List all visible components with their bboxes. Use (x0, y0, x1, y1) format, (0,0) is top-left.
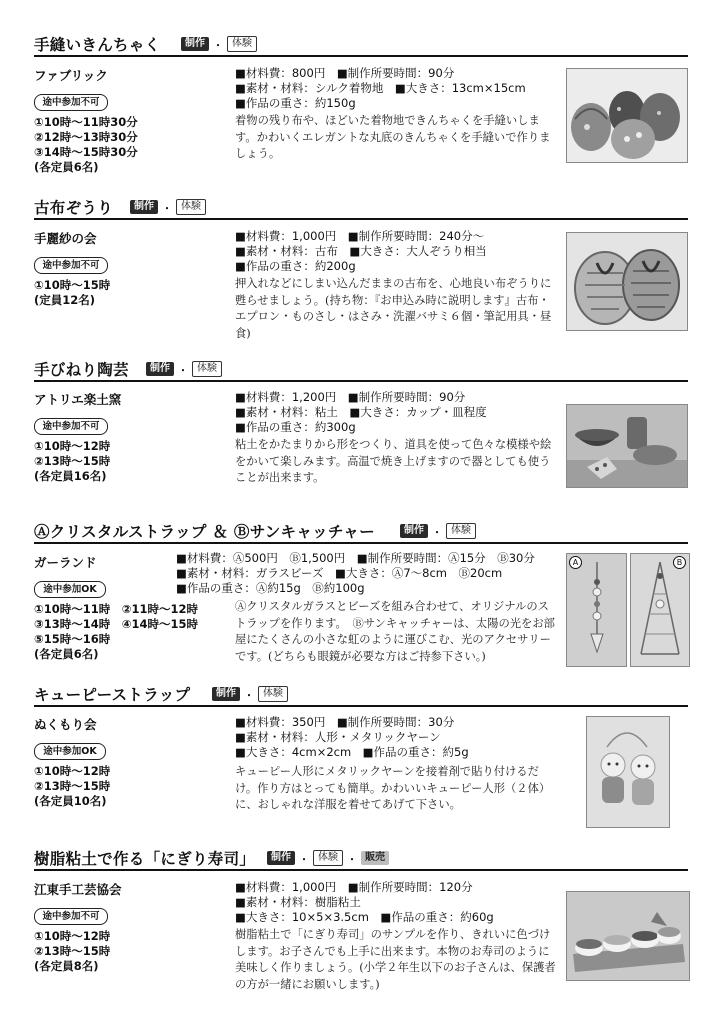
workshop-info (235, 66, 526, 111)
category-tags (146, 361, 222, 377)
organizer-name: ぬくもり会 (34, 717, 97, 732)
participation-badge: 途中参加不可 (34, 908, 108, 925)
tag-experience: 体験 (192, 361, 222, 377)
info-line: ■材料費：1,000円 ■制作所要時間：120分 (235, 880, 473, 894)
session-time: ①10時～15時 (34, 278, 111, 292)
section-title: キューピーストラップ (34, 686, 191, 704)
section-header (34, 33, 688, 57)
session-times (34, 439, 110, 484)
organizer-name: 手麗紗の会 (34, 231, 97, 246)
session-time: ①10時～12時 (34, 439, 111, 453)
category-tags (400, 523, 476, 539)
info-line: ■作品の重さ：Ⓐ約15g Ⓑ約100g (176, 581, 365, 595)
capacity-note: (各定員16名) (34, 469, 107, 483)
session-time: ②13時～15時 (34, 944, 111, 958)
workshop-kewpie (34, 683, 688, 833)
tag-experience: 体験 (446, 523, 476, 539)
tag-separator: ・ (432, 527, 442, 539)
participation-badge: 途中参加OK (34, 581, 106, 598)
section-header (34, 847, 688, 871)
sushi-photo (566, 891, 690, 981)
pottery-photo (566, 404, 688, 488)
organizer-name: 江東手工芸協会 (34, 882, 122, 897)
info-line: ■素材・材料：シルク着物地 ■大きさ：13cm×15cm (235, 81, 526, 95)
workshop-description: キューピー人形にメタリックヤーンを接着剤で貼り付けるだけ。作り方はとっても簡単。かわいいキューピー人形（２体）に、おしゃれな洋服を着せてあげて下さい。 (235, 765, 551, 811)
session-time: ②12時～13時30分 (34, 130, 138, 144)
tag-make: 制作 (130, 200, 158, 214)
category-tags (267, 850, 389, 866)
workshop-sushi (34, 847, 688, 1007)
workshop-description: 着物の残り布や、ほどいた着物地できんちゃくを手縫いします。かわいくエレガントな丸底のきんちゃくを手縫いで作りましょう。 (235, 114, 551, 160)
tag-sale: 販売 (361, 851, 389, 865)
tag-separator: ・ (299, 854, 309, 866)
section-header (34, 520, 688, 544)
participation-badge: 途中参加不可 (34, 94, 108, 111)
tag-experience: 体験 (227, 36, 257, 52)
tag-make: 制作 (212, 687, 240, 701)
session-times (34, 764, 110, 809)
participation-badge: 途中参加不可 (34, 257, 108, 274)
tag-make: 制作 (267, 851, 295, 865)
session-time: ⑤15時～16時 (34, 632, 111, 646)
session-time: ②13時～15時 (34, 454, 111, 468)
category-tags (130, 199, 206, 215)
info-line: ■材料費：1,000円 ■制作所要時間：240分～ (235, 229, 485, 243)
workshop-description: 樹脂粘土で「にぎり寿司」のサンプルを作り、きれいに色づけします。お子さんでも上手に出来ます。本物のお寿司のように美味しく作りましょう。(小学２年生以下のお子さんは、保護者の方が一緒にお願いします。) (235, 928, 556, 991)
category-tags (212, 686, 288, 702)
session-time: ③14時～15時30分 (34, 145, 138, 159)
tag-experience: 体験 (176, 199, 206, 215)
session-times (34, 278, 110, 308)
tag-make: 制作 (181, 37, 209, 51)
session-time: ②13時～15時 (34, 779, 111, 793)
tag-separator: ・ (178, 365, 188, 377)
section-header (34, 683, 688, 707)
session-times (34, 602, 198, 662)
info-line: ■作品の重さ：約150g (235, 96, 356, 110)
suncatcher-photo (630, 553, 690, 667)
info-line: ■素材・材料：ガラスビーズ ■大きさ：Ⓐ7～8cm Ⓑ20cm (176, 566, 503, 580)
capacity-note: (各定員6名) (34, 160, 99, 174)
info-line: ■材料費：800円 ■制作所要時間：90分 (235, 66, 455, 80)
kewpie-photo (586, 716, 670, 828)
session-time: ①10時～11時 ②11時～12時 (34, 602, 198, 616)
info-line: ■大きさ：10×5×3.5cm ■作品の重さ：約60g (235, 910, 494, 924)
info-line: ■素材・材料：樹脂粘土 (235, 895, 361, 909)
session-time: ①10時～12時 (34, 929, 111, 943)
session-time: ①10時～12時 (34, 764, 111, 778)
tag-experience: 体験 (313, 850, 343, 866)
tag-separator: ・ (162, 203, 172, 215)
workshop-crystal (34, 520, 688, 680)
workshop-description: Ⓐクリスタルガラスとビーズを組み合わせて、オリジナルのストラップを作ります。 Ⓑサンキャッチャーは、太陽の光をお部屋にたくさんの小さな虹のように運びこむ、光のアクセサリーです。(どちらも眼鏡が必要な方はご持参下さい。) (235, 600, 555, 663)
photo-label-a: A (569, 556, 582, 569)
workshop-description: 粘土をかたまりから形をつくり、道具を使って色々な模様や絵をかいて楽しみます。高温で焼き上げますので器としても使うことが出来ます。 (235, 438, 552, 484)
workshop-pottery (34, 358, 688, 508)
workshop-info (235, 390, 487, 435)
organizer-name: ガーランド (34, 555, 97, 570)
capacity-note: (定員12名) (34, 293, 96, 307)
capacity-note: (各定員8名) (34, 959, 99, 973)
tag-experience: 体験 (258, 686, 288, 702)
photo-label-b: B (673, 556, 686, 569)
info-line: ■大きさ：4cm×2cm ■作品の重さ：約5g (235, 745, 469, 759)
section-title: 手びねり陶芸 (34, 361, 129, 379)
session-times (34, 929, 110, 974)
participation-badge: 途中参加不可 (34, 418, 108, 435)
section-header (34, 196, 688, 220)
crystal-strap-photo (566, 553, 627, 667)
info-line: ■材料費：1,200円 ■制作所要時間：90分 (235, 390, 466, 404)
workshop-info (235, 880, 494, 925)
capacity-note: (各定員10名) (34, 794, 107, 808)
tag-make: 制作 (400, 524, 428, 538)
capacity-note: (各定員6名) (34, 647, 99, 661)
kinchaku-photo (566, 68, 688, 163)
organizer-name: ファブリック (34, 68, 108, 83)
tag-separator: ・ (244, 690, 254, 702)
category-tags (181, 36, 257, 52)
session-time: ①10時～11時30分 (34, 115, 138, 129)
session-time: ③13時～14時 ④14時～15時 (34, 617, 198, 631)
info-line: ■作品の重さ：約300g (235, 420, 356, 434)
session-times (34, 115, 138, 175)
tag-make: 制作 (146, 362, 174, 376)
workshop-kinchaku (34, 33, 688, 183)
section-title: 手縫いきんちゃく (34, 36, 161, 54)
participation-badge: 途中参加OK (34, 743, 106, 760)
info-line: ■素材・材料：粘土 ■大きさ：カップ・皿程度 (235, 405, 487, 419)
info-line: ■材料費：Ⓐ500円 Ⓑ1,500円 ■制作所要時間：Ⓐ15分 Ⓑ30分 (176, 551, 535, 565)
info-line: ■素材・材料：古布 ■大きさ：大人ぞうり相当 (235, 244, 487, 258)
workshop-info (235, 715, 469, 760)
workshop-description: 押入れなどにしまい込んだままの古布を、心地良い布ぞうりに甦らせましょう。(持ち物：『お申込み時に説明します』古布・エプロン・ものさし・はさみ・洗濯バサミ６個・筆記用具・昼食) (235, 277, 552, 340)
organizer-name: アトリエ楽土窯 (34, 392, 122, 407)
tag-separator: ・ (213, 40, 223, 52)
section-title: 古布ぞうり (34, 199, 114, 217)
zouri-photo (566, 232, 688, 331)
info-line: ■素材・材料：人形・メタリックヤーン (235, 730, 441, 744)
section-header (34, 358, 688, 382)
info-line: ■材料費：350円 ■制作所要時間：30分 (235, 715, 455, 729)
section-title: 樹脂粘土で作る「にぎり寿司」 (34, 850, 256, 868)
tag-separator: ・ (347, 854, 357, 866)
workshop-zouri (34, 196, 688, 346)
section-title: Ⓐクリスタルストラップ ＆ Ⓑサンキャッチャー (34, 523, 375, 541)
workshop-info (176, 551, 535, 596)
info-line: ■作品の重さ：約200g (235, 259, 356, 273)
workshop-info (235, 229, 487, 274)
